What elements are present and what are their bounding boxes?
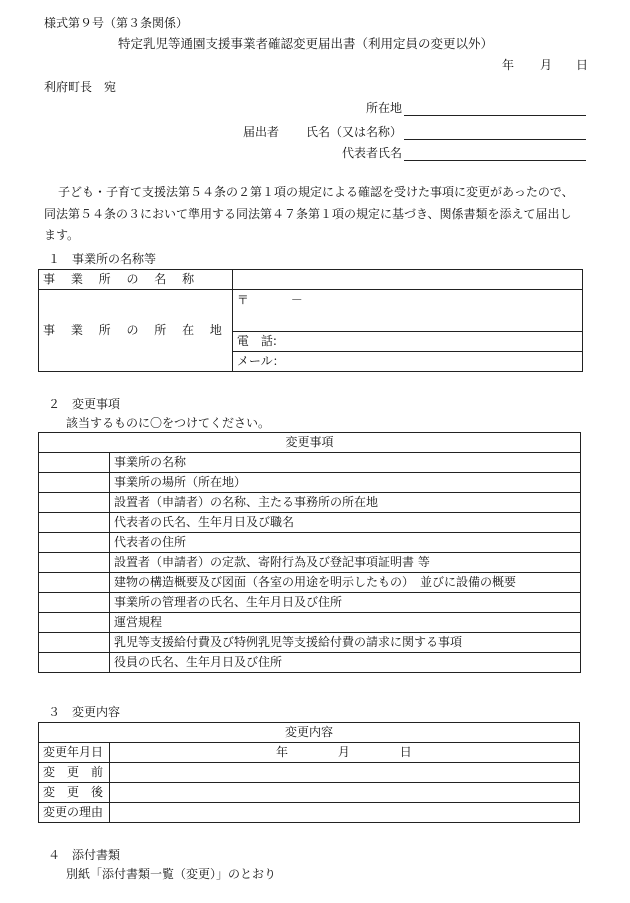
table-row (39, 553, 581, 573)
change-item: 設置者（申請者）の定款、寄附行為及び登記事項証明書 等 (110, 553, 581, 573)
table-row (39, 633, 581, 653)
date-month-label: 月 (540, 58, 553, 72)
table-row (39, 513, 581, 533)
form-number: 様式第９号（第３条関係） (44, 16, 189, 30)
document-title: 特定乳児等通園支援事業者確認変更届出書（利用定員の変更以外） (118, 36, 494, 51)
representative-field[interactable] (404, 147, 586, 161)
change-item: 代表者の氏名、生年月日及び職名 (110, 513, 581, 533)
change-item: 事業所の名称 (110, 453, 581, 473)
mail-label: メール： (236, 354, 285, 368)
attachments-text: 別紙「添付書類一覧（変更）」のとおり (66, 867, 277, 881)
before-field[interactable] (110, 763, 580, 783)
phone-field[interactable] (232, 332, 582, 352)
section3-heading: ３ 変更内容 (48, 705, 121, 719)
facility-name-label: 事 業 所 の 名 称 (39, 270, 233, 290)
change-item: 建物の構造概要及び図面（各室の用途を明示したもの） 並びに設備の概要 (110, 573, 581, 593)
section2-instruction: 該当するものに〇をつけてください。 (66, 416, 271, 430)
body-text-line3: ます。 (44, 228, 80, 242)
table-row (39, 593, 581, 613)
applicant-label: 届出者 (243, 125, 280, 139)
table-row (39, 533, 581, 553)
name-field[interactable] (404, 126, 586, 140)
mark-cell[interactable] (39, 573, 110, 593)
mark-cell[interactable] (39, 633, 110, 653)
table-row (39, 763, 580, 783)
table-row (39, 653, 581, 673)
after-label: 変 更 後 (39, 783, 110, 803)
change-item: 事業所の場所（所在地） (110, 473, 581, 493)
section2-heading: ２ 変更事項 (48, 397, 121, 411)
mark-cell[interactable] (39, 493, 110, 513)
mark-cell[interactable] (39, 593, 110, 613)
table-row (39, 743, 580, 763)
after-field[interactable] (110, 783, 580, 803)
change-item: 運営規程 (110, 613, 581, 633)
facility-table (38, 269, 583, 372)
mark-cell[interactable] (39, 553, 110, 573)
change-item: 事業所の管理者の氏名、生年月日及び住所 (110, 593, 581, 613)
change-date-day: 日 (399, 745, 412, 759)
postal-dash: － (290, 293, 303, 307)
change-date-label: 変更年月日 (39, 743, 110, 763)
facility-address-label: 事 業 所 の 所 在 地 (39, 290, 233, 372)
table-row (39, 573, 581, 593)
table-row (39, 613, 581, 633)
mark-cell[interactable] (39, 473, 110, 493)
change-items-table (38, 432, 581, 673)
change-date-field[interactable] (110, 743, 580, 763)
change-date-month: 月 (337, 745, 350, 759)
date-day-label: 日 (576, 58, 589, 72)
mark-cell[interactable] (39, 513, 110, 533)
section4-heading: ４ 添付書類 (48, 848, 121, 862)
change-item: 設置者（申請者）の名称、主たる事務所の所在地 (110, 493, 581, 513)
table-row (39, 453, 581, 473)
representative-label: 代表者氏名 (342, 146, 403, 160)
facility-name-field[interactable] (232, 270, 582, 290)
table-row (39, 803, 580, 823)
mark-cell[interactable] (39, 533, 110, 553)
mark-cell[interactable] (39, 613, 110, 633)
section1-heading: １ 事業所の名称等 (48, 252, 157, 266)
name-label: 氏名（又は名称） (306, 125, 403, 139)
address-label: 所在地 (366, 101, 403, 115)
change-item: 役員の氏名、生年月日及び住所 (110, 653, 581, 673)
reason-label: 変更の理由 (39, 803, 110, 823)
table-row (39, 783, 580, 803)
change-content-table (38, 722, 580, 823)
body-text-line1: 子ども・子育て支援法第５４条の２第１項の規定による確認を受けた事項に変更があったので、 (58, 185, 574, 199)
addressee: 利府町長 宛 (44, 80, 117, 94)
date-year-label: 年 (502, 58, 515, 72)
mark-cell[interactable] (39, 653, 110, 673)
table-row (39, 473, 581, 493)
table-row (39, 493, 581, 513)
postal-address-field[interactable] (232, 290, 582, 332)
body-text-line2: 同法第５４条の３において準用する同法第４７条第１項の規定に基づき、関係書類を添えて届出し (44, 207, 572, 221)
postal-mark: 〒 (236, 293, 249, 307)
change-items-header: 変更事項 (39, 433, 581, 453)
address-field[interactable] (404, 102, 586, 116)
phone-label: 電 話: (236, 334, 277, 348)
change-item: 乳児等支援給付費及び特例乳児等支援給付費の請求に関する事項 (110, 633, 581, 653)
reason-field[interactable] (110, 803, 580, 823)
change-date-year: 年 (276, 745, 289, 759)
mail-field[interactable] (232, 352, 582, 372)
before-label: 変 更 前 (39, 763, 110, 783)
change-item: 代表者の住所 (110, 533, 581, 553)
change-content-header: 変更内容 (39, 723, 580, 743)
mark-cell[interactable] (39, 453, 110, 473)
